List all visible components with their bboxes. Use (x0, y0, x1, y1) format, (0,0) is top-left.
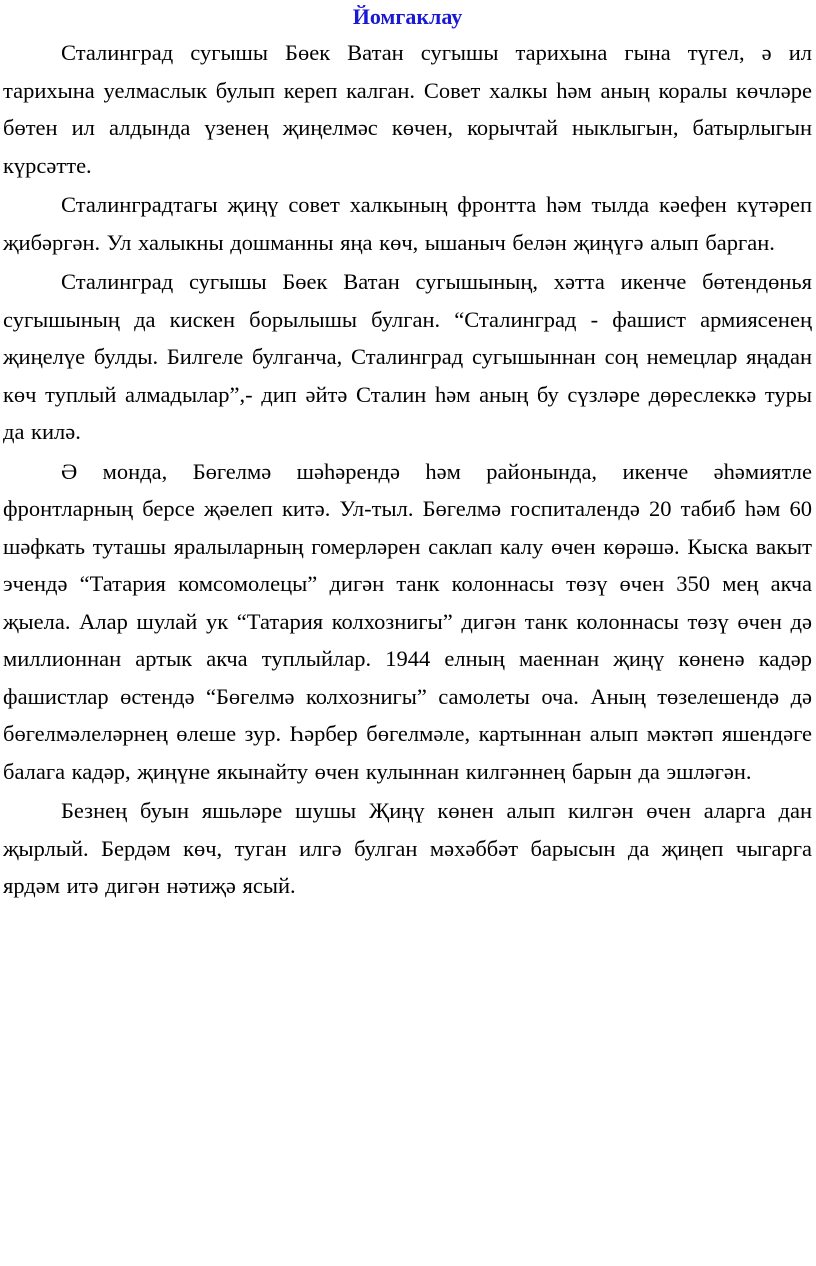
paragraph-5: Безнең буын яшьләре шушы Җиңү көнен алып килгән өчен аларга дан җырлый. Бердәм көч, туган илгә булган мәхәббәт барысын да җиңеп чыгарга ярдәм итә дигән нәтиҗә ясый. (3, 798, 812, 898)
paragraph-4: Ә монда, Бөгелмә шәһәрендә һәм районында, икенче әһәмиятле фронтларның берсе җәелеп китә. Ул-тыл. Бөгелмә госпиталендә 20 табиб һәм 60 шәфкать туташы яралыларның гомерләрен саклап калу өчен көрәшә. Кыска вакыт эчендә “Татария комсомолецы” дигән танк колоннасы төзү өчен 350 мең акча җыела. Алар шулай ук “Татария колхознигы” дигән танк колоннасы төзү өчен дә миллионнан артык акча туплыйлар. 1944 елның маеннан җиңү көненә кадәр фашистлар өстендә “Бөгелмә колхознигы” самолеты оча. Аның төзелешендә дә бөгелмәлеләрнең өлеше зур. Һәрбер бөгелмәле, картыннан алып мәктәп яшендәге балага кадәр, җиңүне якынайту өчен кулыннан килгәннең барын да эшләгән. (3, 458, 812, 784)
document-title: Йомгаклау (352, 4, 463, 29)
paragraph-2: Сталинградтагы җиңү совет халкының фронтта һәм тылда кәефен күтәреп җибәргән. Ул халыкны дошманны яңа көч, ышаныч белән җиңүгә алып барган. (3, 192, 812, 255)
paragraph-1: Сталинград сугышы Бөек Ватан сугышы тарихына гына түгел, ә ил тарихына уелмаслык булып кереп калган. Совет халкы һәм аның коралы көчләре бөтен ил алдында үзенең җиңелмәс көчен, корычтай ныклыгын, батырлыгын күрсәтте. (3, 40, 812, 178)
paragraph-3: Сталинград сугышы Бөек Ватан сугышының, хәтта икенче бөтендөнья сугышының да кискен борылышы булган. “Сталинград - фашист армиясенең җиңелүе булды. Билгеле булганча, Сталинград сугышыннан соң немецлар яңадан көч туплый алмадылар”,- дип әйтә Сталин һәм аның бу сүзләре дөреслеккә туры да килә. (3, 269, 812, 444)
